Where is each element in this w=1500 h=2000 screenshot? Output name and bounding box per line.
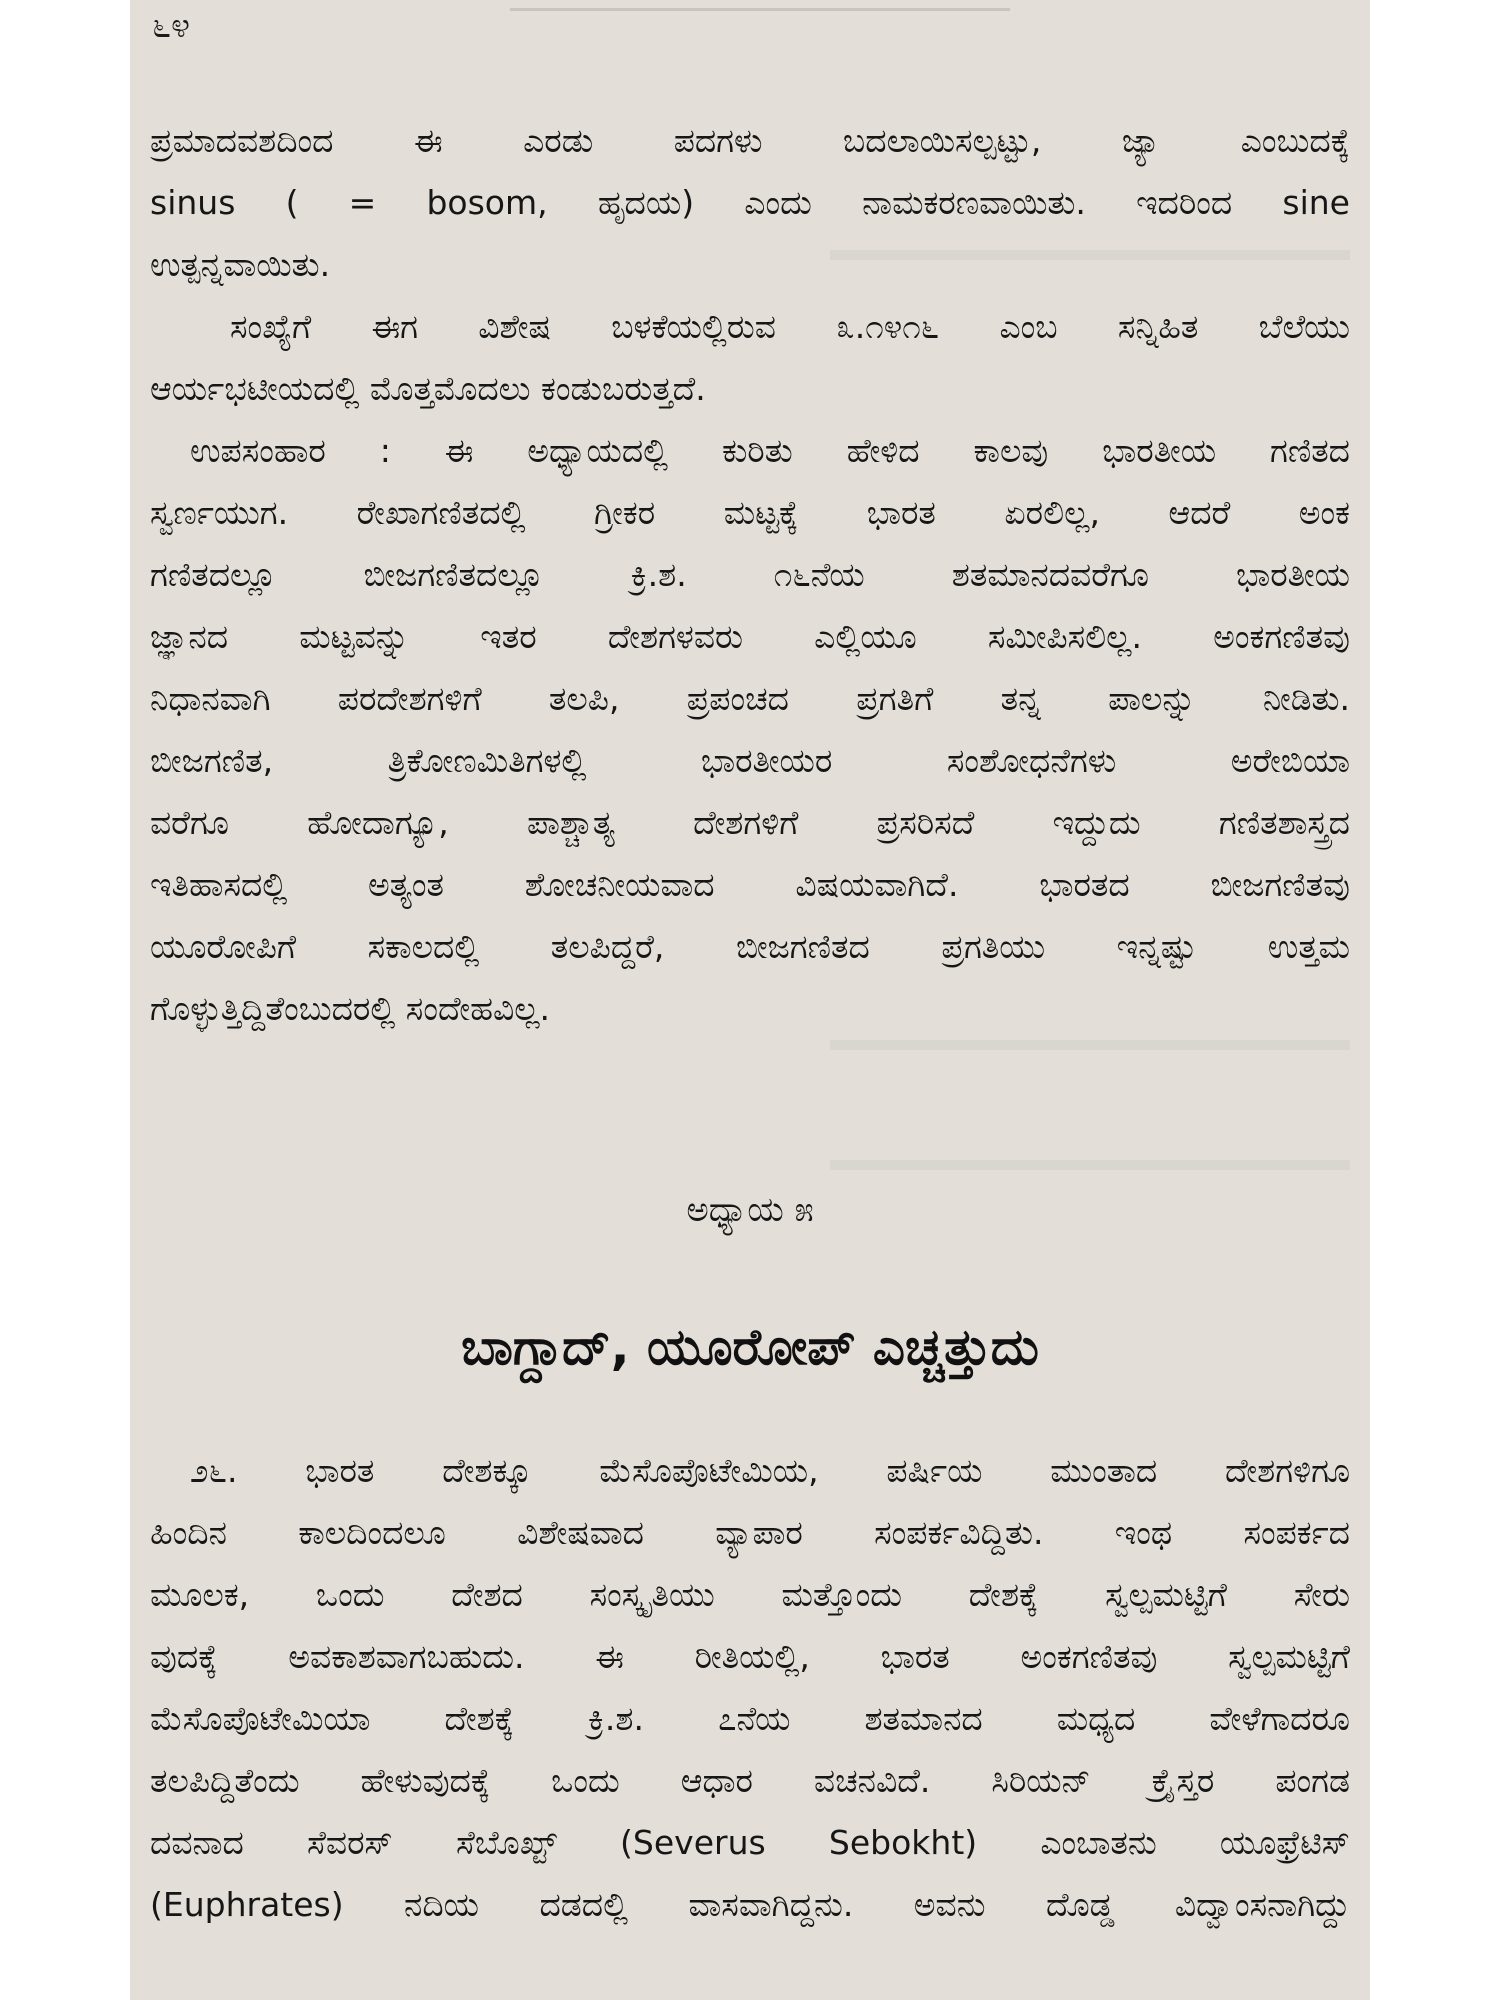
text-line: ಯೂರೋಪಿಗೆ ಸಕಾಲದಲ್ಲಿ ತಲಪಿದ್ದರೆ, ಬೀಜಗಣಿತದ ಪ್ರಗತಿಯು ಇನ್ನಷ್ಟು ಉತ್ತಮ: [150, 927, 1350, 966]
text-line: ಉಪಸಂಹಾರ : ಈ ಅಧ್ಯಾಯದಲ್ಲಿ ಕುರಿತು ಹೇಳಿದ ಕಾಲವು ಭಾರತೀಯ ಗಣಿತದ: [190, 431, 1350, 470]
text-line: ತಲಪಿದ್ದಿತೆಂದು ಹೇಳುವುದಕ್ಕೆ ಒಂದು ಆಧಾರ ವಚನವಿದೆ. ಸಿರಿಯನ್ ಕ್ರೈಸ್ತರ ಪಂಗಡ: [150, 1761, 1350, 1800]
text-line: ಸ್ವರ್ಣಯುಗ. ರೇಖಾಗಣಿತದಲ್ಲಿ ಗ್ರೀಕರ ಮಟ್ಟಕ್ಕೆ ಭಾರತ ಏರಲಿಲ್ಲ, ಆದರೆ ಅಂಕ: [150, 493, 1350, 532]
chapter-title: ಬಾಗ್ದಾದ್, ಯೂರೋಪ್ ಎಚ್ಚತ್ತುದು: [461, 1318, 1039, 1376]
text-line: ಬೀಜಗಣಿತ, ತ್ರಿಕೋಣಮಿತಿಗಳಲ್ಲಿ ಭಾರತೀಯರ ಸಂಶೋಧನೆಗಳು ಅರೇಬಿಯಾ: [150, 741, 1350, 780]
text-line: ಆರ್ಯಭಟೀಯದಲ್ಲಿ ಮೊತ್ತಮೊದಲು ಕಂಡುಬರುತ್ತದೆ.: [150, 369, 706, 408]
text-line: ಮೂಲಕ, ಒಂದು ದೇಶದ ಸಂಸ್ಕೃತಿಯು ಮತ್ತೊಂದು ದೇಶಕ್ಕೆ ಸ್ವಲ್ಪಮಟ್ಟಿಗೆ ಸೇರು: [150, 1575, 1350, 1614]
page-number: ೬೪: [152, 6, 191, 46]
text-line: ೨೬. ಭಾರತ ದೇಶಕ್ಕೂ ಮೆಸೊಪೊಟೇಮಿಯ, ಪರ್ಷಿಯ ಮುಂತಾದ ದೇಶಗಳಿಗೂ: [190, 1451, 1350, 1490]
text-line: sinus ( = bosom, ಹೃದಯ) ಎಂದು ನಾಮಕರಣವಾಯಿತು. ಇದರಿಂದ sine: [150, 183, 1350, 222]
book-page: [130, 0, 1370, 2000]
show-through-mark: [830, 1040, 1350, 1050]
text-line: ಇತಿಹಾಸದಲ್ಲಿ ಅತ್ಯಂತ ಶೋಚನೀಯವಾದ ವಿಷಯವಾಗಿದೆ. ಭಾರತದ ಬೀಜಗಣಿತವು: [150, 865, 1350, 904]
text-line: ಹಿಂದಿನ ಕಾಲದಿಂದಲೂ ವಿಶೇಷವಾದ ವ್ಯಾಪಾರ ಸಂಪರ್ಕವಿದ್ದಿತು. ಇಂಥ ಸಂಪರ್ಕದ: [150, 1513, 1350, 1552]
text-line: ನಿಧಾನವಾಗಿ ಪರದೇಶಗಳಿಗೆ ತಲಪಿ, ಪ್ರಪಂಚದ ಪ್ರಗತಿಗೆ ತನ್ನ ಪಾಲನ್ನು ನೀಡಿತು.: [150, 679, 1350, 718]
text-line: ಮೆಸೊಪೊಟೇಮಿಯಾ ದೇಶಕ್ಕೆ ಕ್ರಿ.ಶ. ೭ನೆಯ ಶತಮಾನದ ಮಧ್ಯದ ವೇಳೆಗಾದರೂ: [150, 1699, 1350, 1738]
show-through-running-head: [510, 8, 1010, 25]
chapter-label: ಅಧ್ಯಾಯ ೫: [686, 1190, 814, 1230]
text-line: ಗೊಳ್ಳುತ್ತಿದ್ದಿತೆಂಬುದರಲ್ಲಿ ಸಂದೇಹವಿಲ್ಲ.: [150, 989, 551, 1028]
text-line: (Euphrates) ನದಿಯ ದಡದಲ್ಲಿ ವಾಸವಾಗಿದ್ದನು. ಅವನು ದೊಡ್ಡ ವಿದ್ವಾಂಸನಾಗಿದ್ದು: [150, 1885, 1350, 1924]
text-line: ಉತ್ಪನ್ನವಾಯಿತು.: [150, 245, 331, 284]
body-text-section-1: [150, 110, 1350, 1040]
show-through-mark: [830, 1160, 1350, 1170]
text-line: ಪ್ರಮಾದವಶದಿಂದ ಈ ಎರಡು ಪದಗಳು ಬದಲಾಯಿಸಲ್ಪಟ್ಟು, ಜ್ಯಾ ಎಂಬುದಕ್ಕೆ: [150, 121, 1350, 160]
body-text-section-2: [150, 1440, 1350, 1936]
text-line: ದವನಾದ ಸೆವರಸ್ ಸೆಬೊಖ್ಟ್ (Severus Sebokht) ಎಂಬಾತನು ಯೂಫ್ರೆಟಿಸ್: [150, 1823, 1350, 1862]
text-line: ವರೆಗೂ ಹೋದಾಗ್ಯೂ, ಪಾಶ್ಚಾತ್ಯ ದೇಶಗಳಿಗೆ ಪ್ರಸರಿಸದೆ ಇದ್ದುದು ಗಣಿತಶಾಸ್ತ್ರದ: [150, 803, 1350, 842]
text-line: ಜ್ಞಾನದ ಮಟ್ಟವನ್ನು ಇತರ ದೇಶಗಳವರು ಎಲ್ಲಿಯೂ ಸಮೀಪಿಸಲಿಲ್ಲ. ಅಂಕಗಣಿತವು: [150, 617, 1350, 656]
text-line: ಸಂಖ್ಯೆಗೆ ಈಗ ವಿಶೇಷ ಬಳಕೆಯಲ್ಲಿರುವ ೩.೧೪೧೬ ಎಂಬ ಸನ್ನಿಹಿತ ಬೆಲೆಯು: [230, 307, 1350, 346]
text-line: ವುದಕ್ಕೆ ಅವಕಾಶವಾಗಬಹುದು. ಈ ರೀತಿಯಲ್ಲಿ, ಭಾರತ ಅಂಕಗಣಿತವು ಸ್ವಲ್ಪಮಟ್ಟಿಗೆ: [150, 1637, 1350, 1676]
text-line: ಗಣಿತದಲ್ಲೂ ಬೀಜಗಣಿತದಲ್ಲೂ ಕ್ರಿ.ಶ. ೧೬ನೆಯ ಶತಮಾನದವರೆಗೂ ಭಾರತೀಯ: [150, 555, 1350, 594]
